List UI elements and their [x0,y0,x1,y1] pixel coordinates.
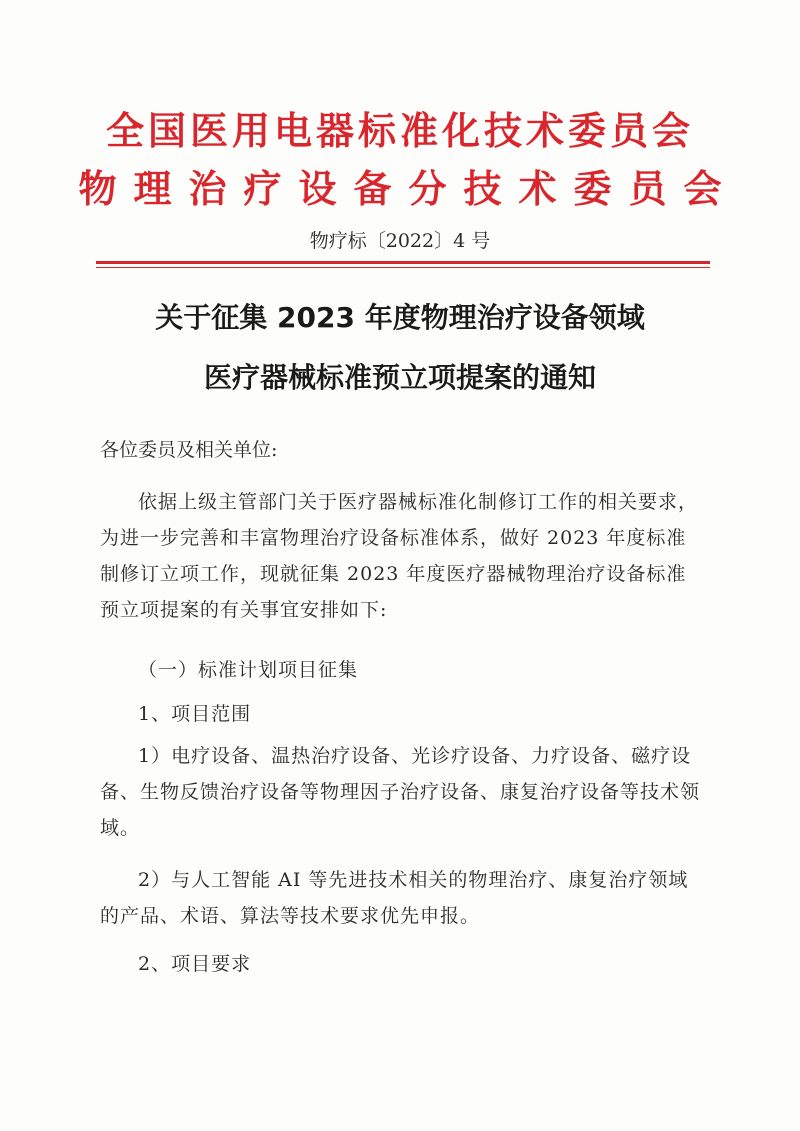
document-title-line1: 关于征集 2023 年度物理治疗设备领域 [155,301,645,334]
item-1-1-paragraph: 1）电疗设备、温热治疗设备、光诊疗设备、力疗设备、磁疗设备、生物反馈治疗设备等物理因子治疗设备、康复治疗设备等技术领域。 [100,745,701,839]
item-1-2-paragraph: 2）与人工智能 AI 等先进技术相关的物理治疗、康复治疗领域的产品、术语、算法等技术要求优先申报。 [100,869,689,927]
section-heading-1: （一）标准计划项目征集 [138,659,359,681]
org-name-line1: 全国医用电器标准化技术委员会 [105,108,694,153]
red-header-rule-thick [96,261,710,264]
document-title-line2: 医疗器械标准预立项提案的通知 [203,361,596,394]
intro-paragraph: 依据上级主管部门关于医疗器械标准化制修订工作的相关要求，为进一步完善和丰富物理治疗设备标准体系，做好 2023 年度标准制修订立项工作，现就征集 2023 年度医疗器械物理治疗设备标准预立项提案的有关事宜安排如下: [100,491,699,621]
org-name-line2: 物理治疗设备分技术委员会 [78,166,739,211]
salutation: 各位委员及相关单位: [100,439,278,461]
item-heading-1: 1、项目范围 [138,703,252,725]
document-number: 物疗标〔2022〕4 号 [309,230,491,252]
red-header-rule-thin [96,267,710,268]
item-heading-2: 2、项目要求 [138,953,252,975]
